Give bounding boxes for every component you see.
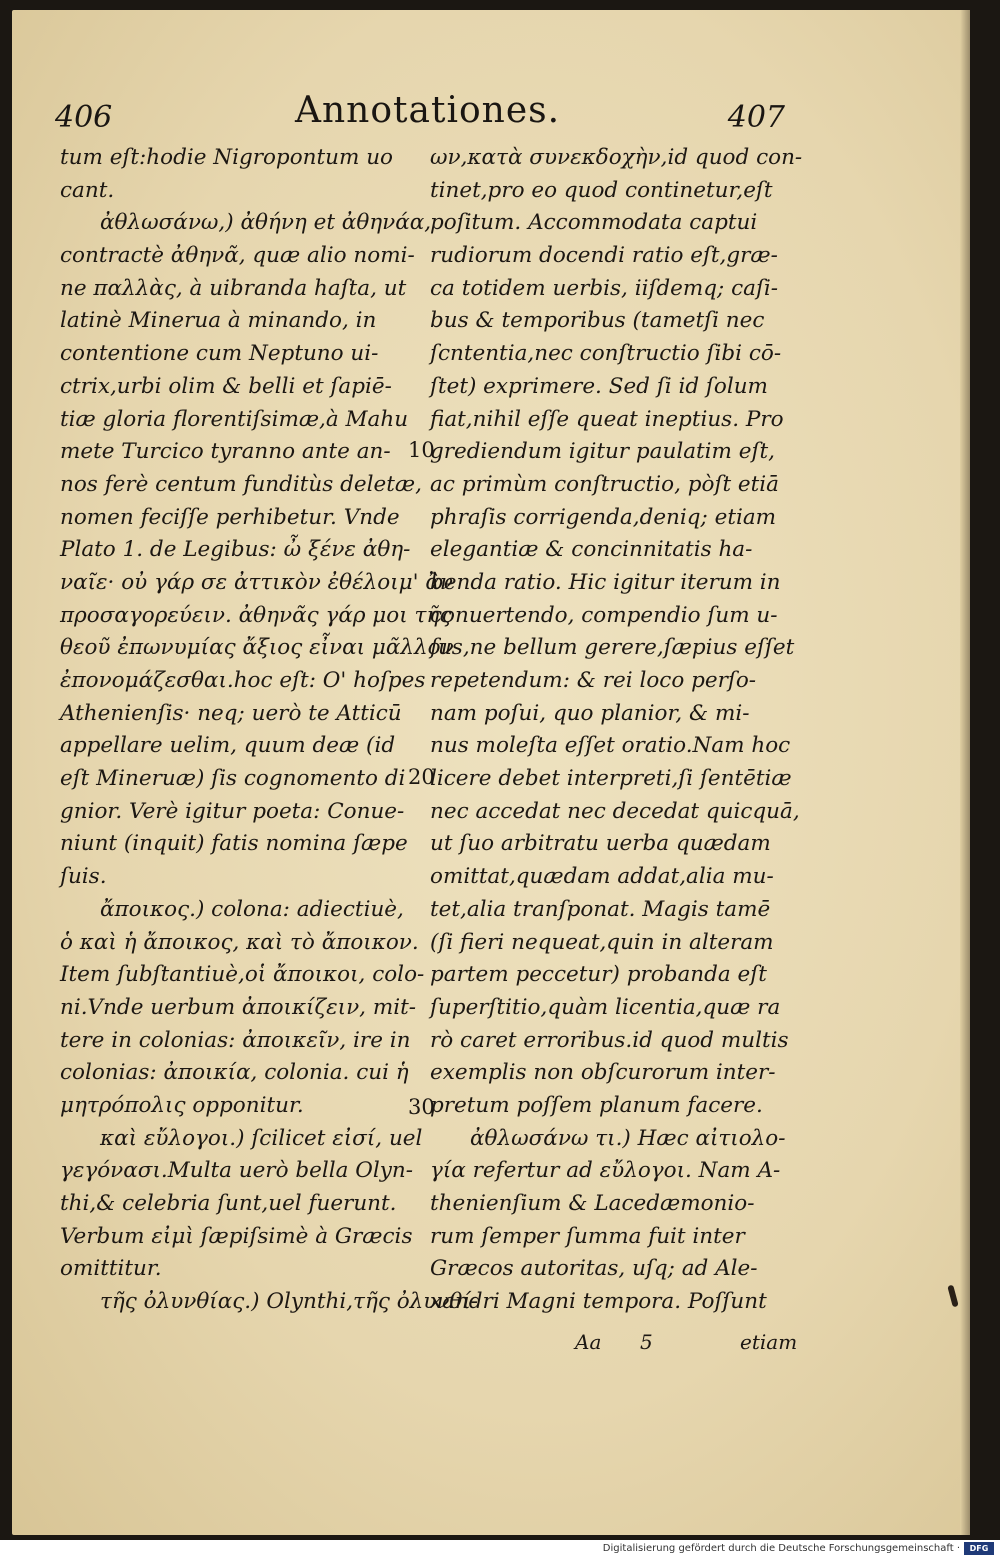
signature-mark: Aa: [575, 1330, 602, 1354]
text-line: Græcos autoritas, uſq; ad Ale-: [430, 1256, 758, 1282]
text-line: τῆς ὀλυνθίας.) Olynthi,τῆς ὀλυνθί-: [100, 1289, 479, 1315]
text-line: Athenienſis· neq; uerò te Atticū: [60, 700, 402, 726]
text-line: ὁ καὶ ἡ ἄποικος, καὶ τὸ ἄποικον.: [60, 929, 419, 955]
text-line: nam poſui, quo planior, & mi-: [430, 700, 750, 726]
text-line: contractè ἀθηνᾶ, quæ alio nomi-: [60, 243, 415, 269]
footer-credit-text: Digitalisierung gefördert durch die Deutsche Forschungsgemeinschaft ·: [602, 1543, 960, 1554]
text-line: Plato 1. de Legibus: ὦ ξένε ἀθη-: [60, 537, 411, 563]
text-line: ca totidem uerbis, iiſdemq; caſi-: [430, 275, 779, 301]
text-line: nec accedat nec decedat quicquā,: [430, 798, 800, 824]
line-number-30: 30: [408, 1095, 435, 1119]
text-line: niunt (inquit) fatis nomina ſæpe: [60, 831, 408, 857]
text-line: ἀθλωσάνω τι.) Hæc αἰτιολο-: [470, 1125, 786, 1151]
page-header: [55, 90, 785, 140]
text-line: tiæ gloria florentiſsimæ,à Mahu: [60, 406, 409, 432]
text-line: ων,κατὰ συνεκδοχὴν,id quod con-: [430, 145, 803, 170]
text-line: gnior. Verè igitur poeta: Conue-: [60, 798, 405, 824]
text-line: tum eſt:hodie Nigropontum uo: [60, 145, 393, 170]
digitization-footer: [0, 1540, 1000, 1558]
text-line: rudiorum docendi ratio eſt,græ-: [430, 243, 778, 269]
text-line: ni.Vnde uerbum ἀποικίζειν, mit-: [60, 994, 417, 1020]
right-page-number: 407: [727, 100, 785, 135]
text-line: licere debet interpreti,ſi ſentētiæ: [430, 766, 792, 792]
catchword: etiam: [740, 1330, 798, 1354]
text-line: nomen feciſſe perhibetur. Vnde: [60, 504, 400, 530]
text-line: thenienſium & Lacedæmonio-: [430, 1191, 755, 1216]
text-line: phraſis corrigenda,deniq; etiam: [430, 504, 777, 530]
text-line: ἀθλωσάνω,) ἀθήνη et ἀθηνάα,: [100, 210, 432, 236]
text-line: eſt Mineruæ) ſis cognomento di: [60, 766, 406, 792]
text-line: thi,& celebria ſunt,uel fuerunt.: [60, 1191, 397, 1216]
text-line: ctrix,urbi olim & belli et ſapiē-: [60, 373, 392, 399]
text-line: tinet,pro eo quod continetur,eſt: [430, 177, 773, 203]
text-line: ſuperſtitio,quàm licentia,quæ ra: [430, 994, 781, 1020]
text-line: ſcntentia,nec conſtructio ſibi cō-: [430, 341, 782, 367]
text-line: ſuis.: [60, 864, 107, 890]
text-line: appellare uelim, quum deæ (id: [60, 733, 396, 759]
text-line: latinè Minerua à minando, in: [60, 308, 377, 334]
text-line: repetendum: & rei loco perſo-: [430, 668, 757, 693]
text-line: ne παλλὰς, à uibranda haſta, ut: [60, 275, 407, 301]
text-line: nos ferè centum funditùs deletæ,: [60, 471, 422, 497]
text-line: tere in colonias: ἀποικεῖν, ire in: [60, 1027, 411, 1053]
text-line: θεοῦ ἐπωνυμίας ἄξιος εἶναι μᾶλλον: [60, 635, 454, 661]
text-line: poſitum. Accommodata captui: [430, 210, 758, 236]
text-line: cant.: [60, 177, 115, 203]
text-line: ἐπονομάζεσθαι.hoc eſt: O' hoſpes: [60, 668, 426, 693]
text-line: ac primùm conſtructio, pòſt etiā: [430, 471, 779, 497]
text-line: γία refertur ad εὔλογοι. Nam A-: [430, 1158, 781, 1184]
text-line: bus & temporibus (tametſi nec: [430, 308, 765, 334]
text-line: (ſi fieri nequeat,quin in alteram: [430, 929, 774, 955]
text-line: rò caret erroribus.id quod multis: [430, 1027, 789, 1053]
text-line: fiat,nihil eſſe queat ineptius. Pro: [430, 406, 784, 432]
text-line: contentione cum Neptuno ui-: [60, 341, 379, 367]
signature-number: 5: [640, 1330, 653, 1354]
text-line: omittat,quædam addat,alia mu-: [430, 864, 774, 890]
dfg-logo: DFG: [964, 1542, 994, 1555]
text-line: ut ſuo arbitratu uerba quædam: [430, 831, 771, 857]
text-line: rum ſemper ſumma fuit inter: [430, 1223, 745, 1249]
text-line: mete Turcico tyranno ante an-: [60, 439, 391, 465]
text-line: καὶ εὔλογοι.) ſcilicet εἰσί, uel: [100, 1125, 423, 1151]
text-line: ſus,ne bellum gerere,ſæpius eſſet: [430, 635, 795, 661]
line-number-10: 10: [408, 438, 435, 462]
page-edge-shadow: [960, 10, 970, 1535]
text-line: Item ſubſtantiuè,οἱ ἄποικοι, colo-: [60, 962, 425, 988]
text-line: προσαγορεύειν. ἀθηνᾶς γάρ μοι τῆς: [60, 602, 452, 628]
running-title: Annotationes.: [295, 90, 561, 131]
text-line: μητρόπολις opponitur.: [60, 1092, 304, 1118]
text-line: pretum poſſem planum facere.: [430, 1092, 763, 1118]
text-line: elegantiæ & concinnitatis ha-: [430, 537, 753, 563]
text-line: nus moleſta eſſet oratio.Nam hoc: [430, 733, 791, 759]
text-line: ſtet) exprimere. Sed ſi id ſolum: [430, 373, 768, 399]
text-line: benda ratio. Hic igitur iterum in: [430, 569, 781, 595]
left-page-number: 406: [55, 100, 113, 135]
right-text-column: [430, 142, 803, 1319]
text-line: xandri Magni tempora. Poſſunt: [430, 1289, 767, 1315]
text-line: ἄποικος.) colona: adiectiuè,: [100, 896, 404, 922]
text-line: colonias: ἀποικία, colonia. cui ἡ: [60, 1060, 409, 1086]
text-line: grediendum igitur paulatim eſt,: [430, 439, 775, 465]
text-line: ναῖε· οὐ γάρ σε ἀττικὸν ἐθέλοιμ' ἂν: [60, 569, 453, 595]
line-number-20: 20: [408, 765, 435, 789]
text-line: omittitur.: [60, 1256, 162, 1282]
text-line: partem peccetur) probanda eſt: [430, 962, 767, 988]
text-line: tet,alia tranſponat. Magis tamē: [430, 896, 771, 922]
text-line: exemplis non obſcurorum inter-: [430, 1060, 776, 1086]
text-line: conuertendo, compendio ſum u-: [430, 602, 778, 628]
text-line: γεγόνασι.Multa uerò bella Olyn-: [60, 1158, 414, 1184]
text-line: Verbum εἰμὶ ſæpiſsimè à Græcis: [60, 1223, 413, 1249]
